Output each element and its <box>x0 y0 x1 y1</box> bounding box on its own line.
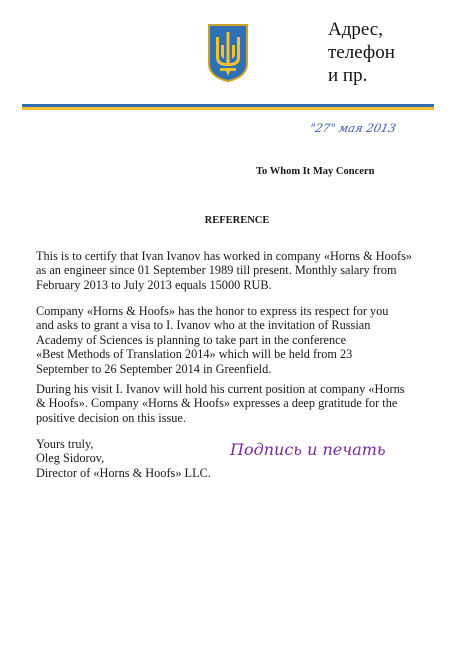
paragraph-certification: This is to certify that Ivan Ivanov has worked in company «Horns & Hoofs» as an engineer since 01 September 1989 till present. Monthly salary from February 2013 to July 2013 equals 15000 RUB. <box>36 249 413 292</box>
paragraph-position: During his visit I. Ivanov will hold his current position at company «Horns & Hoofs». Company «Horns & Hoofs» expresses a deep gratitude for the positive decision on this issue. <box>36 382 405 425</box>
closing-block: Yours truly, Oleg Sidorov, Director of «Horns & Hoofs» LLC. <box>36 437 211 480</box>
address-line: телефон <box>328 42 395 63</box>
signature-note: Подпись и печать <box>230 440 386 459</box>
address-line: Адрес, <box>328 19 383 40</box>
recipient-line: To Whom It May Concern <box>256 166 375 177</box>
address-line: и пр. <box>328 65 368 86</box>
address-block <box>328 18 395 87</box>
coat-of-arms-icon <box>207 23 249 83</box>
flag-stripe-yellow <box>22 107 434 110</box>
handwritten-date <box>310 121 396 135</box>
date-text: "27" мая 2013 <box>308 121 398 135</box>
paragraph-visa-request: Company «Horns & Hoofs» has the honor to express its respect for you and asks to grant a visa to I. Ivanov who at the invitation of Russian Academy of Sciences is planning to take part in the conference «Best Methods of Translation 2014» which will be held from 23 September to 26 September 2014 in Greenfield. <box>36 304 389 376</box>
document-title: REFERENCE <box>204 215 270 226</box>
